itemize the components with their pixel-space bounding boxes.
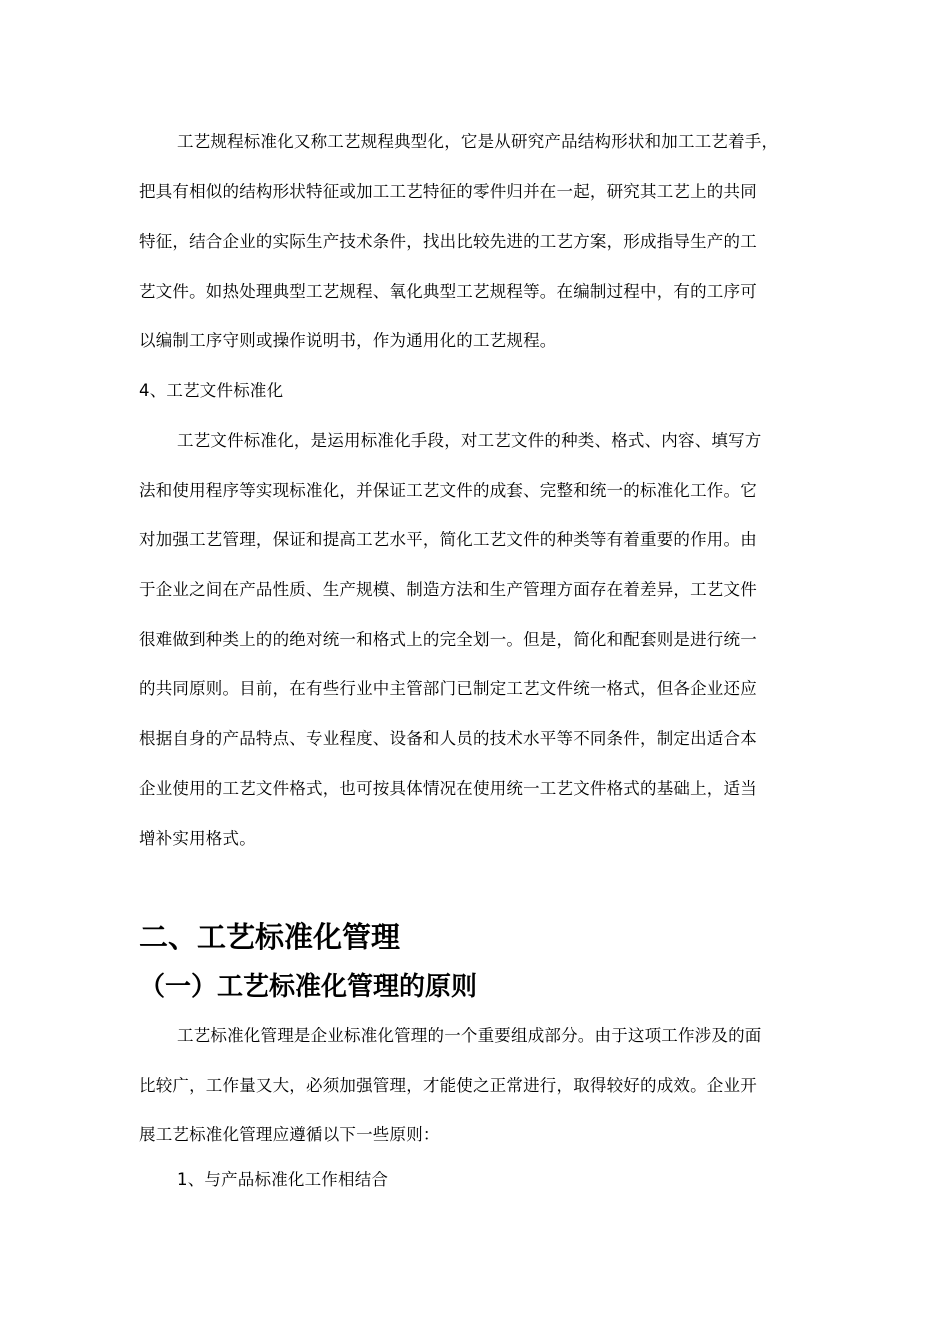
paragraph-1-line-1: 工艺规程标准化又称工艺规程典型化，它是从研究产品结构形状和加工工艺着手， xyxy=(177,132,779,151)
paragraph-3-line-2: 比较广，工作量又大，必须加强管理，才能使之正常进行，取得较好的成效。企业开 xyxy=(139,1076,757,1095)
paragraph-2-line-2: 法和使用程序等实现标准化，并保证工艺文件的成套、完整和统一的标准化工作。它 xyxy=(139,481,757,500)
paragraph-2-line-3: 对加强工艺管理，保证和提高工艺水平，简化工艺文件的种类等有着重要的作用。由 xyxy=(139,530,757,549)
paragraph-1-line-4: 艺文件。如热处理典型工艺规程、氧化典型工艺规程等。在编制过程中，有的工序可 xyxy=(139,282,757,301)
chapter-heading: 二、工艺标准化管理 xyxy=(139,920,401,954)
paragraph-2-line-9: 增补实用格式。 xyxy=(139,829,256,848)
paragraph-2-line-5: 很难做到种类上的的绝对统一和格式上的完全划一。但是，简化和配套则是进行统一 xyxy=(139,630,757,649)
paragraph-2-line-6: 的共同原则。目前，在有些行业中主管部门已制定工艺文件统一格式，但各企业还应 xyxy=(139,679,757,698)
paragraph-1-line-5: 以编制工序守则或操作说明书，作为通用化的工艺规程。 xyxy=(139,331,557,350)
paragraph-1-line-2: 把具有相似的结构形状特征或加工工艺特征的零件归并在一起，研究其工艺上的共同 xyxy=(139,182,757,201)
paragraph-3-line-1: 工艺标准化管理是企业标准化管理的一个重要组成部分。由于这项工作涉及的面 xyxy=(177,1026,762,1045)
paragraph-2-line-7: 根据自身的产品特点、专业程度、设备和人员的技术水平等不同条件，制定出适合本 xyxy=(139,729,757,748)
subsection-heading: （一）工艺标准化管理的原则 xyxy=(139,972,478,1002)
paragraph-2-line-4: 于企业之间在产品性质、生产规模、制造方法和生产管理方面存在着差异，工艺文件 xyxy=(139,580,757,599)
paragraph-2-line-8: 企业使用的工艺文件格式，也可按具体情况在使用统一工艺文件格式的基础上，适当 xyxy=(139,779,757,798)
paragraph-1-line-3: 特征，结合企业的实际生产技术条件，找出比较先进的工艺方案，形成指导生产的工 xyxy=(139,232,757,251)
principle-1-heading: 1、与产品标准化工作相结合 xyxy=(177,1170,389,1189)
section-4-heading: 4、工艺文件标准化 xyxy=(139,381,284,400)
paragraph-3-line-3: 展工艺标准化管理应遵循以下一些原则： xyxy=(139,1125,440,1144)
paragraph-2-line-1: 工艺文件标准化，是运用标准化手段，对工艺文件的种类、格式、内容、填写方 xyxy=(177,431,762,450)
